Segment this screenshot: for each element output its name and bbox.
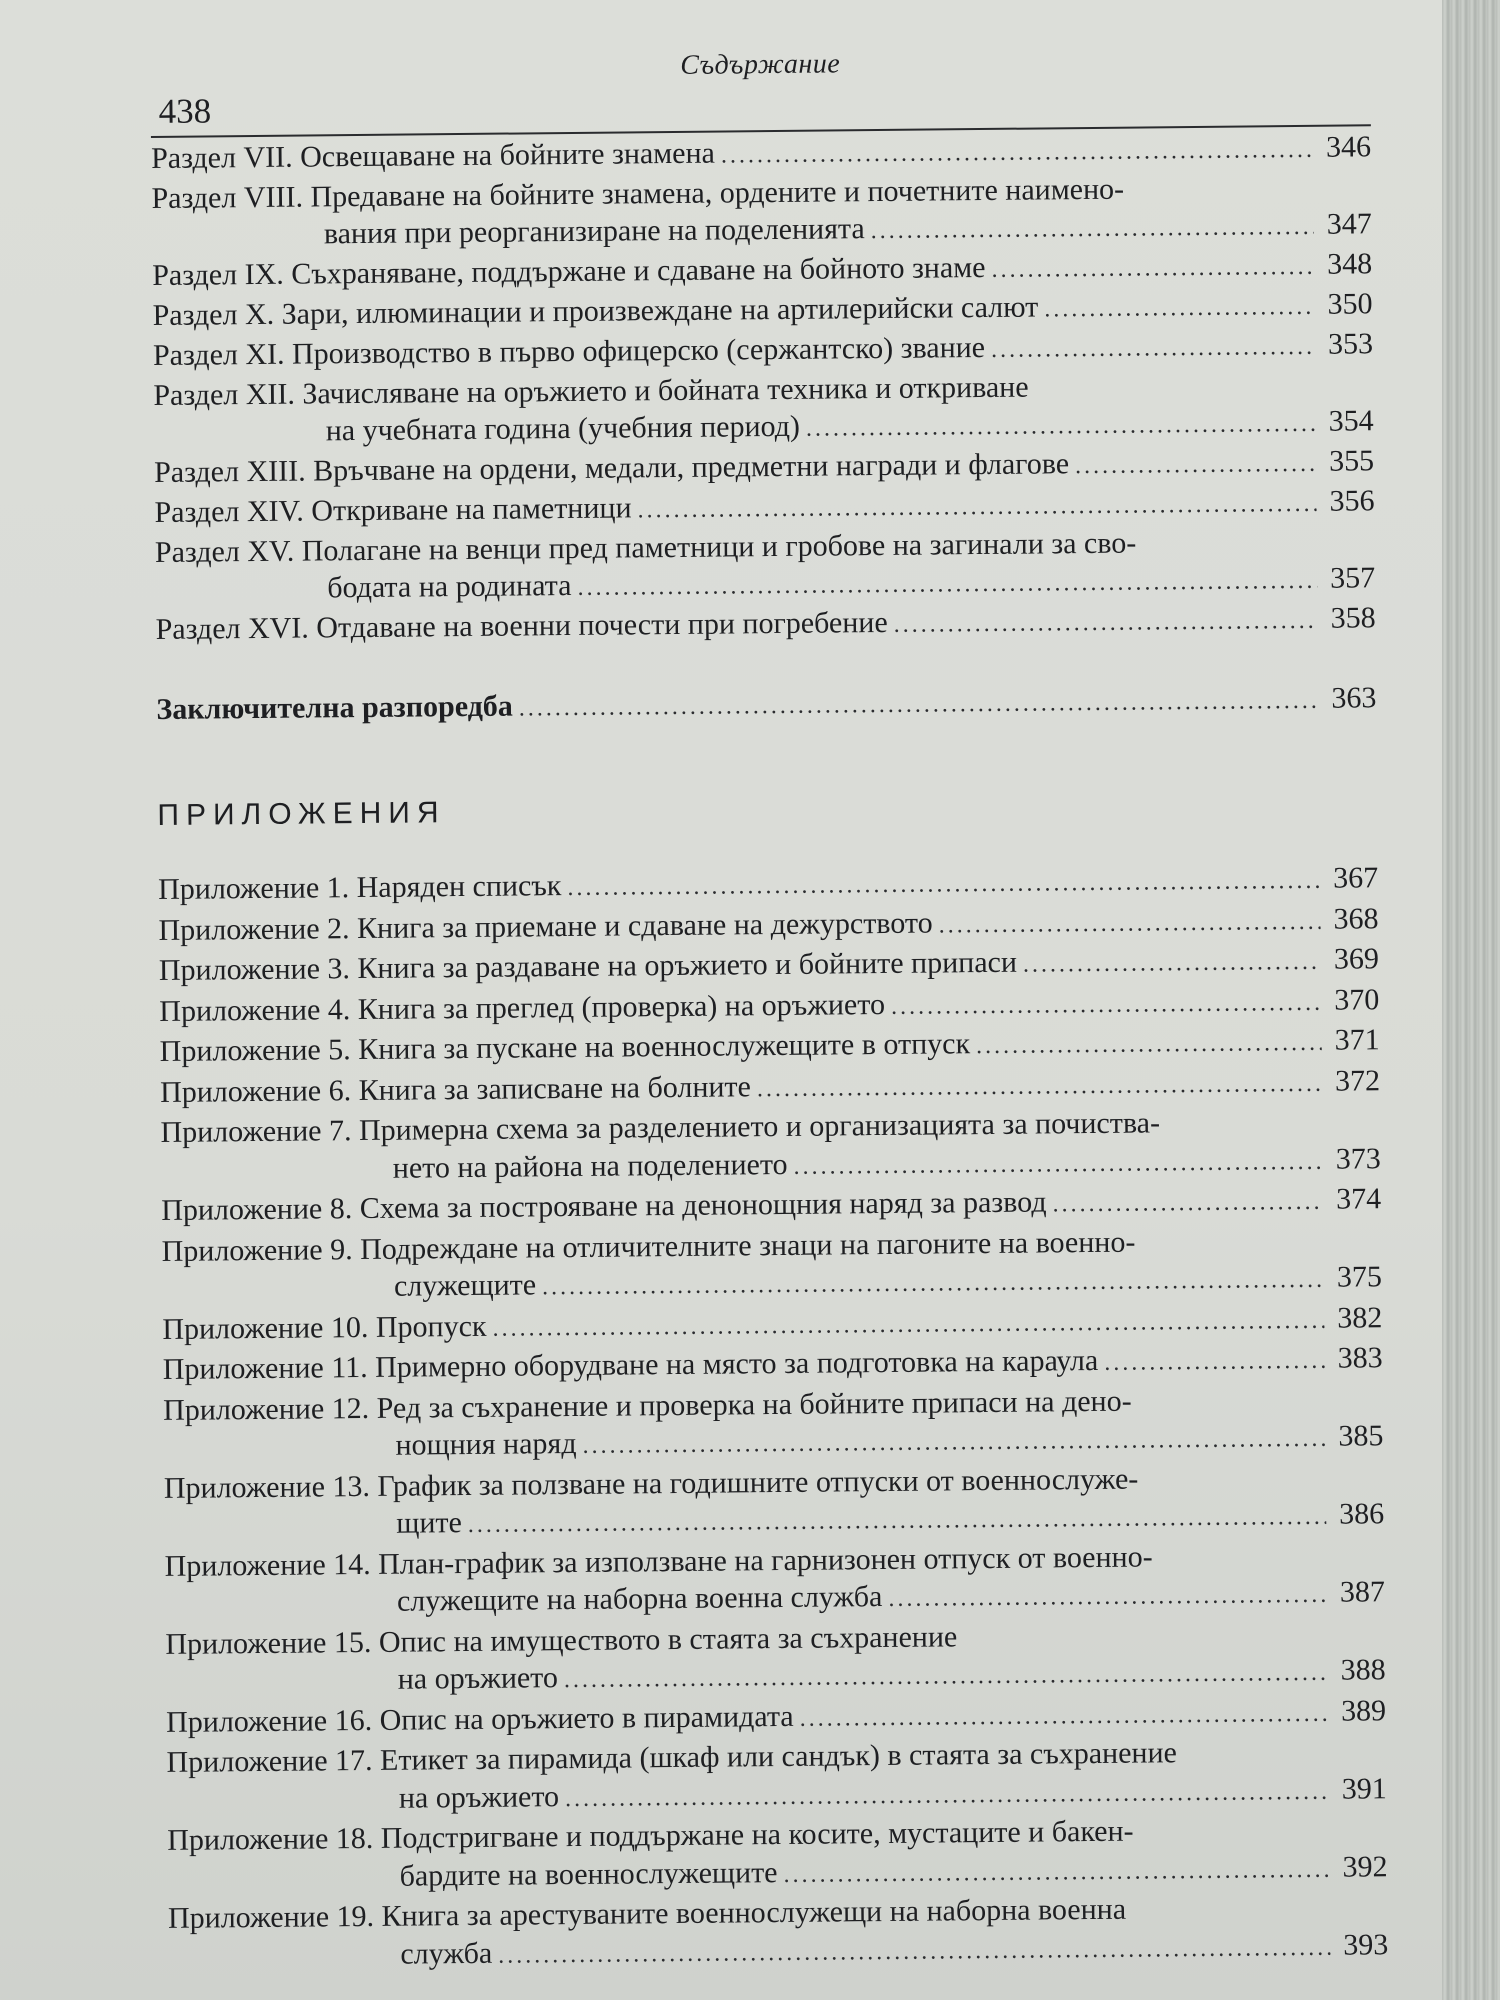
page-number: 438 bbox=[158, 91, 212, 131]
toc-entry-text: нощния наряд bbox=[395, 1426, 577, 1462]
toc-entry-text: Раздел XV. Полагане на венци пред паметници и гробове на загинали за сво- bbox=[154, 526, 1137, 569]
toc-sections bbox=[151, 128, 1376, 651]
dot-leader bbox=[757, 1065, 1323, 1108]
toc-page-number: 347 bbox=[1326, 207, 1372, 241]
toc-entry-text: Раздел IX. Съхраняване, поддържане и сдаване на бойното знаме bbox=[152, 250, 986, 292]
dot-leader bbox=[498, 1929, 1331, 1974]
toc-entry bbox=[163, 1380, 1384, 1470]
toc-appendices bbox=[158, 859, 1389, 1978]
toc-page-number: 374 bbox=[1336, 1182, 1382, 1216]
dot-leader bbox=[888, 1577, 1327, 1619]
toc-entry-text: Приложение 11. Примерно оборудване на място за подготовка на караула bbox=[162, 1343, 1099, 1386]
toc-entry-text: Приложение 19. Книга за арестуваните военнослужещи на наборна военна bbox=[167, 1892, 1127, 1935]
dot-leader bbox=[519, 683, 1319, 728]
dot-leader bbox=[637, 486, 1316, 530]
toc-page-number: 367 bbox=[1332, 861, 1379, 895]
dot-leader bbox=[894, 603, 1318, 644]
dot-leader bbox=[1075, 446, 1316, 485]
toc-page-number: 355 bbox=[1328, 444, 1375, 478]
toc-page-number: 358 bbox=[1330, 601, 1376, 635]
dot-leader bbox=[891, 984, 1322, 1026]
toc-entry-text: служба bbox=[400, 1936, 493, 1971]
toc-entry-text: служещите bbox=[393, 1268, 537, 1303]
toc-page-number: 391 bbox=[1341, 1771, 1387, 1806]
dot-leader bbox=[991, 329, 1315, 369]
toc-page-number: 369 bbox=[1333, 942, 1380, 976]
dot-leader bbox=[871, 209, 1314, 250]
dot-leader bbox=[991, 249, 1314, 289]
toc-page-number: 371 bbox=[1334, 1023, 1380, 1057]
dot-leader bbox=[492, 1302, 1324, 1347]
dot-leader bbox=[565, 1773, 1329, 1818]
dot-leader bbox=[783, 1851, 1329, 1894]
toc-entry-text: Раздел X. Зари, илюминации и произвеждане на артилерийски салют bbox=[152, 290, 1039, 332]
page-header bbox=[150, 28, 1371, 140]
toc-page-number: 350 bbox=[1327, 287, 1373, 321]
page-content bbox=[150, 28, 1389, 1978]
toc-entry-text: Приложение 2. Книга за приемане и сдаване на дежурството bbox=[158, 906, 933, 947]
toc-entry-text: Раздел XIII. Връчване на ордени, медали, предметни награди и флагове bbox=[153, 447, 1070, 489]
toc-page-number: 346 bbox=[1325, 130, 1372, 164]
appendix-heading: ПРИЛОЖЕНИЯ bbox=[157, 796, 446, 832]
toc-entry-text: Раздел VIII. Предаване на бойните знамена, ордените и почетните наимено- bbox=[151, 172, 1125, 215]
dot-leader bbox=[542, 1262, 1324, 1307]
toc-page-number: 387 bbox=[1339, 1575, 1386, 1609]
dot-leader bbox=[799, 1695, 1328, 1738]
toc-entry bbox=[155, 522, 1376, 611]
toc-page-number: 383 bbox=[1337, 1341, 1383, 1375]
toc-entry-text: Приложение 7. Примерна схема за разделението и организацията за почиства- bbox=[160, 1106, 1161, 1149]
toc-entry-text: на оръжието bbox=[398, 1779, 560, 1815]
toc-entry-text: Приложение 3. Книга за раздаване на оръжието и бойните припаси bbox=[158, 945, 1018, 987]
toc-entry-text: Приложение 5. Книга за пускане на военнослужещите в отпуск bbox=[159, 1027, 971, 1068]
toc-entry-text: бардите на военнослужещите bbox=[399, 1855, 778, 1893]
toc-entry-text: вания при реорганизиране на поделенията bbox=[323, 212, 865, 251]
toc-entry bbox=[166, 1732, 1387, 1822]
toc-page-number: 392 bbox=[1342, 1849, 1388, 1884]
running-title: Съдържание bbox=[680, 48, 841, 81]
toc-entry-text: Раздел VII. Освещаване на бойните знамена bbox=[150, 136, 716, 175]
toc-page-number: 370 bbox=[1334, 982, 1380, 1017]
toc-entry bbox=[168, 1888, 1389, 1978]
dot-leader bbox=[806, 406, 1316, 448]
toc-entry-text: Раздел XVI. Отдаване на военни почести при погребение bbox=[155, 605, 888, 646]
dot-leader bbox=[793, 1143, 1323, 1186]
toc-entry-text: Приложение 15. Опис на имуществото в стаята за съхранение bbox=[165, 1619, 958, 1661]
toc-page-number: 356 bbox=[1329, 484, 1375, 518]
toc-page-number: 348 bbox=[1327, 247, 1373, 281]
toc-entry-text: Раздел XI. Производство в първо офицерско (сержантско) звание bbox=[152, 330, 986, 372]
toc-entry-text: Приложение 8. Схема за построяване на денонощния наряд за развод bbox=[161, 1185, 1047, 1227]
toc-entry-text: Приложение 9. Подреждане на отличителните знаци на пагоните на военно- bbox=[161, 1225, 1136, 1268]
toc-page-number: 385 bbox=[1338, 1419, 1384, 1453]
toc-entry-text: Приложение 16. Опис на оръжието в пирамидата bbox=[165, 1699, 794, 1739]
toc-entry bbox=[164, 1536, 1385, 1626]
toc-entry-text: Раздел XII. Зачисляване на оръжието и бойната техника и откриване bbox=[153, 370, 1029, 412]
toc-entry-text: Приложение 6. Книга за записване на болните bbox=[159, 1069, 752, 1109]
toc-entry bbox=[151, 168, 1372, 257]
dot-leader bbox=[564, 1655, 1328, 1700]
toc-entry-text: Приложение 13. График за ползване на годишните отпуски от военнослуже- bbox=[163, 1462, 1139, 1505]
dot-leader bbox=[1044, 289, 1315, 329]
toc-entry bbox=[153, 365, 1374, 454]
toc-entry-text: на оръжието bbox=[397, 1661, 559, 1696]
dot-leader bbox=[721, 132, 1314, 175]
toc-page-number: 368 bbox=[1333, 901, 1379, 936]
toc-page-number: 373 bbox=[1335, 1141, 1381, 1176]
toc-page-number: 382 bbox=[1337, 1300, 1383, 1335]
dot-leader bbox=[567, 863, 1320, 908]
toc-entry bbox=[167, 1810, 1388, 1900]
toc-page-number: 357 bbox=[1330, 561, 1376, 595]
toc-entry-text: Приложение 17. Етикет за пирамида (шкаф или сандък) в стаята за съхранение bbox=[166, 1736, 1178, 1779]
dot-leader bbox=[976, 1025, 1322, 1066]
toc-entry-text: Приложение 4. Книга за преглед (проверка) на оръжието bbox=[159, 987, 886, 1028]
toc-entry bbox=[164, 1458, 1385, 1548]
dot-leader bbox=[1052, 1184, 1323, 1224]
toc-entry-text: Заключителна разпоредба bbox=[156, 689, 513, 726]
toc-page-number: 363 bbox=[1331, 681, 1377, 715]
dot-leader bbox=[577, 563, 1317, 607]
toc-entry bbox=[160, 1102, 1381, 1192]
toc-entry-text: Приложение 1. Наряден списък bbox=[157, 869, 562, 906]
toc-entry-text: Приложение 12. Ред за съхранение и проверка на бойните припаси на дено- bbox=[162, 1384, 1132, 1427]
dot-leader bbox=[938, 903, 1320, 944]
toc-entry-text: служещите на наборна военна служба bbox=[396, 1580, 883, 1618]
toc-entry bbox=[165, 1614, 1386, 1704]
dot-leader bbox=[582, 1421, 1325, 1466]
toc-entry-text: Раздел XIV. Откриване на паметници bbox=[154, 491, 632, 529]
toc-page-number: 372 bbox=[1334, 1063, 1381, 1098]
toc-entry-text: Приложение 14. План-график за използване на гарнизонен отпуск от военно- bbox=[164, 1539, 1153, 1583]
toc-entry-text: Приложение 18. Подстригване и поддържане на косите, мустаците и бакен- bbox=[167, 1814, 1134, 1857]
toc-entry bbox=[161, 1221, 1382, 1311]
toc-page-number: 393 bbox=[1343, 1927, 1389, 1962]
toc-page-number: 375 bbox=[1336, 1260, 1383, 1294]
toc-page-number: 386 bbox=[1339, 1497, 1385, 1531]
toc-entry-text: на учебната година (учебния период) bbox=[325, 409, 801, 448]
toc-page-number: 389 bbox=[1340, 1693, 1387, 1728]
toc-entry-text: бодата на родината bbox=[327, 568, 572, 605]
toc-page-number: 354 bbox=[1328, 404, 1374, 438]
toc-page-number: 353 bbox=[1327, 327, 1374, 361]
toc-page-number: 388 bbox=[1340, 1653, 1386, 1687]
toc-entry-text: Приложение 10. Пропуск bbox=[162, 1309, 487, 1346]
page-stack-edge bbox=[1442, 0, 1500, 2000]
toc-entry-text: нето на района на поделението bbox=[392, 1147, 788, 1185]
dot-leader bbox=[1104, 1343, 1325, 1383]
dot-leader bbox=[1023, 944, 1321, 984]
toc-entry-text: щите bbox=[396, 1506, 462, 1540]
